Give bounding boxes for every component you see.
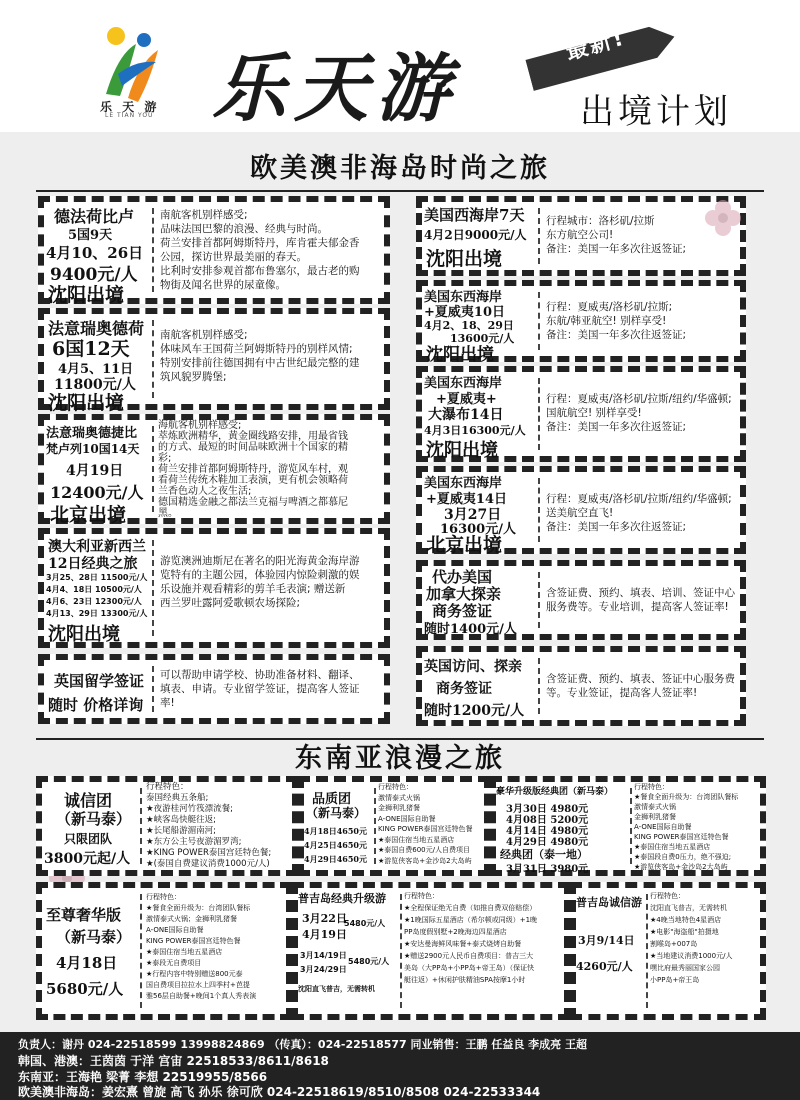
tour-name: 普吉岛经典升级游	[298, 892, 386, 905]
tour-dates: 3月25、28日 11500元/人	[46, 573, 148, 582]
tour-region: （新马泰）	[56, 810, 132, 828]
tour-dates: 4月13、29日 13300元/人	[46, 609, 148, 618]
visa-name: 英国留学签证	[54, 672, 145, 690]
tour-description: 行程：夏威夷/洛杉矶/拉斯/纽约/华盛顿; 送美航空直飞! 备注：美国一年多次往返签证;	[546, 493, 732, 533]
logo-text: 乐 天 游	[100, 100, 160, 114]
tour-price: 16300元/人	[440, 522, 516, 537]
tour-card[interactable]	[416, 196, 746, 276]
tour-duration: 6国12天	[52, 338, 130, 360]
tour-duration: +夏威夷14日	[426, 492, 507, 507]
visa-card[interactable]	[38, 654, 390, 724]
tour-name: 美国东西海岸	[424, 290, 503, 305]
tour-dates: 3月9/14日	[578, 934, 635, 947]
tour-card[interactable]	[38, 528, 390, 648]
card-divider	[538, 478, 540, 542]
visa-description: 可以帮助申请学校、协助准备材料、翻译、 填表、申请。专业留学签证，提高客人签证 率!	[160, 669, 360, 709]
tour-dates: 4月19日	[302, 928, 347, 941]
tour-duration: +夏威夷10日	[424, 305, 505, 320]
tour-name: 美国西海岸7天	[424, 206, 525, 224]
contact-line: 负责人：谢丹 024-22518599 13998824869 （传真）：024-22518577 同业销售：王鹏 任益良 李成亮 王超	[18, 1038, 588, 1051]
tour-duration: +夏威夷+	[436, 392, 497, 407]
tour-name: 德法荷比卢	[54, 207, 135, 226]
tour-name: 法意瑞奥德荷	[48, 319, 145, 338]
tour-region: （新马泰）	[56, 928, 132, 946]
card-divider	[538, 292, 540, 350]
tour-dates: 4月25日4650元	[304, 840, 367, 850]
tour-name: 至尊奢华版	[46, 906, 122, 924]
tour-description: 行程特色： ★全程保证绝无自费（如推自费双倍赔偿） ★1晚国际五星酒店（希尔顿或同级）+1晚 PP岛度假别墅+2晚海边四星酒店 ★安达曼海鲜风味餐+泰式烧烤自助餐 ★赠送2900元人民币自费项目：普吉三大 美岛（大PP岛+小PP岛+帝王岛）（保证快 艇往返）+休闲护肤精油SPA按摩1小时	[404, 892, 538, 984]
tour-description: 行程特色： ★餐食全面升级为：台湾团队餐标 激情泰式火锅 金狮利乳猪餐 A-ONE国际自助餐 KING POWER泰国宫廷特色餐 ★泰国住宿当地五星酒店 ★泰国段自费0压力，绝不强迫; ★游览侠客岛+金沙岛2大岛屿	[634, 783, 739, 871]
tour-description: 行程城市：洛杉矶/拉斯 东方航空公司! 备注：美国一年多次往返签证;	[546, 215, 687, 255]
tour-dates: 3月27日	[444, 507, 502, 523]
card-divider	[152, 208, 154, 292]
tour-note: 只限团队	[64, 832, 113, 846]
card-divider	[140, 894, 142, 1008]
tour-dates: 4月29日 4980元	[506, 837, 589, 848]
tour-description: 南航客机别样感受; 品味法国巴黎的浪漫、经典与时尚。 荷兰安排首都阿姆斯特丹，库肯霍夫郁金香 公园，探访世界最美丽的春天。 比利时安排参观首都布鲁塞尔，最古老的购 物街及闻名世界的尿童像。	[160, 209, 360, 291]
tour-region: （新马泰）	[306, 806, 367, 820]
tour-departure: 沈阳出境	[48, 624, 120, 645]
tour-dates: 4月4、18日 10500元/人	[46, 585, 142, 594]
tour-price: 5480元/人	[348, 957, 390, 966]
visa-price: 随时 价格详询	[48, 696, 144, 714]
tour-dates: 4月19日	[66, 463, 124, 479]
card-divider	[538, 208, 540, 264]
tour-card[interactable]	[416, 280, 746, 365]
page-subtitle: 出境计划	[580, 92, 732, 132]
visa-description: 含签证费、预约、填表、培训、签证中心 服务费等。专业培训，提高客人签证率!	[546, 587, 735, 613]
tour-dates: 4月18日4650元	[304, 826, 367, 836]
page-header	[0, 0, 800, 132]
section-title-asia: 东南亚浪漫之旅	[295, 743, 505, 774]
tour-dates: 4月5、11日	[58, 362, 134, 377]
contact-line: 韩国、港澳：王茵茵 于洋 宫宙 22518533/8611/8618	[18, 1054, 329, 1068]
tour-duration: 大瀑布14日	[428, 407, 504, 423]
card-divider	[538, 572, 540, 628]
tour-description: 行程特色： ★餐食全面升级为：台湾团队餐标 激情泰式火锅；金狮利乳猪餐 A-ONE国际自助餐 KING POWER泰国宫廷特色餐 ★泰国住宿当地五星酒店 ★泰段无自费项目 ★行程内容中特别赠送800元泰 国自费项目拉拉水上四季村+芭提 雅56层自助餐+晚间1个真人秀表演	[146, 893, 257, 1000]
page-title: 乐天游	[212, 46, 458, 132]
tour-name: 澳大利亚新西兰	[48, 539, 146, 555]
tour-duration: 12日经典之旅	[48, 556, 138, 572]
tour-name: 豪华升级版经典团（新马泰）	[496, 787, 614, 797]
visa-name: 加拿大探亲	[426, 585, 502, 603]
card-divider	[152, 320, 154, 398]
tour-card[interactable]	[490, 776, 766, 876]
tour-price: 5480元/人	[344, 919, 386, 928]
tour-card[interactable]	[416, 466, 746, 554]
visa-name: 商务签证	[436, 681, 492, 697]
tour-description: 行程：夏威夷/洛杉矶/拉斯; 东航/韩亚航空! 别样享受! 备注：美国一年多次往返签证;	[546, 301, 687, 341]
tour-dates: 3月14/19日	[300, 951, 347, 960]
contact-line: 东南亚：王海艳 梁菁 李想 22519955/8566	[18, 1070, 268, 1084]
tour-card[interactable]	[298, 776, 490, 876]
contact-line: 欧美澳非海岛：姜宏熹 曾旋 高飞 孙乐 徐可欣 024-22518619/8510/8508 024-22533344	[18, 1085, 541, 1099]
tour-price: 4月3日16300元/人	[424, 424, 526, 437]
tour-description: 南航客机别样感受; 体味风车王国荷兰阿姆斯特丹的别样风情; 特别安排前往德国拥有中古世纪最完整的建 筑风貌罗腾堡;	[160, 329, 360, 383]
card-divider	[538, 658, 540, 714]
tour-dates: 4月18日	[56, 954, 118, 972]
tour-name: 美国东西海岸	[424, 376, 503, 391]
visa-price: 随时1400元/人	[424, 622, 517, 637]
tour-dates: 3月24/29日	[300, 965, 347, 974]
card-divider	[152, 540, 154, 636]
tour-card[interactable]	[36, 776, 298, 876]
card-divider	[400, 894, 402, 1008]
tour-duration: 5国9天	[68, 228, 113, 243]
tour-description: 海航客机别样感受; 萃炼欧洲精华，黄金圈线路安排，用最省钱 的方式、最短的时间品味欧洲十个国家的精 彩; 荷兰安排首都阿姆斯特丹，游览风车村，观 看荷兰传统木鞋加工表演，更有机会领略荷 兰香色动人之夜生活; 德国精选金融之都法兰克福与啤酒之都慕尼 黑。	[158, 420, 348, 519]
tour-departure: 沈阳出境	[426, 248, 503, 270]
logo-subtext: LE TIAN YOU	[105, 112, 154, 119]
tour-card[interactable]	[570, 882, 766, 1020]
tour-name: 美国东西海岸	[424, 476, 503, 491]
tour-price: 4260元/人	[576, 960, 633, 973]
card-divider	[538, 378, 540, 450]
section-divider	[36, 190, 764, 192]
tour-name: 法意瑞奥德捷比	[46, 426, 138, 441]
tour-price: 3800元起/人	[44, 851, 131, 867]
tour-name: 诚信团	[64, 791, 113, 810]
section-title-europe: 欧美澳非海岛时尚之旅	[250, 153, 550, 184]
tour-dates: 3月31日 3980元	[506, 864, 589, 875]
tour-dates: 3月30日 4980元	[506, 804, 589, 815]
tour-card[interactable]	[38, 308, 390, 414]
tour-card[interactable]	[38, 196, 390, 304]
tour-card[interactable]	[416, 366, 746, 462]
tour-name: 普吉岛诚信游	[576, 896, 642, 909]
visa-description: 含签证费、预约、填表、签证中心服务费 等。专业签证，提高客人签证率!	[546, 673, 735, 699]
newest-badge: 最新!	[563, 25, 628, 66]
tour-name: 品质团	[312, 792, 352, 807]
tour-description: 行程：夏威夷/洛杉矶/拉斯/纽约/华盛顿; 国航航空! 别样享受! 备注：美国一年多次往返签证;	[546, 393, 732, 433]
card-divider	[140, 788, 142, 864]
flower-decoration-icon	[700, 196, 746, 242]
tour-dates: 4月10、26日	[46, 244, 144, 262]
card-divider	[374, 788, 376, 864]
card-divider	[152, 666, 154, 712]
tour-price: 13600元/人	[450, 332, 515, 345]
contact-footer	[0, 1032, 800, 1100]
tour-departure: 沈阳出境	[48, 284, 125, 306]
tour-departure: 沈阳出境	[48, 392, 125, 414]
card-divider	[630, 788, 632, 864]
tour-price: 4月2日9000元/人	[424, 228, 527, 242]
tour-price: 11800元/人	[54, 377, 136, 393]
tour-card[interactable]	[36, 882, 292, 1020]
tour-price: 5680元/人	[46, 980, 124, 998]
tour-name: 经典团（泰一地）	[500, 848, 588, 861]
visa-card[interactable]	[416, 560, 746, 640]
visa-card[interactable]	[416, 646, 746, 726]
tour-description: 行程特色： 激情泰式火锅 金狮利乳猪餐 A-ONE国际自助餐 KING POWER泰国宫廷特色餐 ★泰国住宿当地五星酒店 ★泰国自费600元/人自费项目 ★游览侠客岛+金沙岛2大岛屿	[378, 783, 473, 865]
tour-dates: 3月22日	[302, 912, 347, 925]
tour-description: 游览澳洲迪斯尼在著名的阳光海黄金海岸游 览特有的主题公园，体验园内惊险刺激的娱 乐设施并观看精彩的剪羊毛表演; 赠送新 西兰罗吐露阿爱歌顿农场探险;	[160, 555, 360, 609]
visa-name: 代办美国	[432, 568, 493, 586]
tour-card[interactable]	[292, 882, 570, 1020]
tour-dates: 4月2、18、29日	[424, 319, 514, 332]
tour-dates: 4月14日 4980元	[506, 826, 589, 837]
tour-dates: 4月29日4650元	[304, 854, 367, 864]
tour-description: 行程特色： 沈阳直飞普吉，无需转机 ★4晚当地特色4星酒店 ★电影"海盗船"拍摄地 割喉岛+007岛 ★当地建议消费1000元/人 嘿比府最秀丽国家公园 小PP岛+帝王岛	[650, 892, 733, 984]
tour-departure: 北京出境	[426, 534, 503, 556]
visa-price: 随时1200元/人	[424, 703, 525, 719]
tour-departure: 沈阳出境	[426, 345, 494, 365]
visa-name: 商务签证	[432, 602, 493, 620]
tour-departure: 北京出境	[50, 504, 127, 526]
tour-price: 9400元/人	[50, 265, 138, 285]
card-divider	[152, 426, 154, 512]
tour-price: 12400元/人	[50, 483, 144, 502]
tour-card[interactable]	[38, 414, 390, 524]
tour-departure: 沈阳出境	[426, 440, 498, 461]
tour-note: 沈阳直飞普吉，无需转机	[298, 985, 375, 993]
tour-dates: 4月6、23日 12300元/人	[46, 597, 142, 606]
card-divider	[646, 894, 648, 1008]
visa-name: 英国访问、探亲	[424, 659, 522, 675]
tour-duration: 梵卢列10国14天	[46, 442, 140, 456]
tour-dates: 4月08日 5200元	[506, 815, 589, 826]
tour-description: 行程特色： 泰国经典五条船; ★夜游桂河竹筏漂流餐; ★峡客岛快艇往返; ★长尾船游湄南河; ★东方公主号夜游湄罗湾; ★KING POWER泰国宫廷特色餐; ★(泰国自费建议消费1000元/人)	[146, 782, 272, 869]
